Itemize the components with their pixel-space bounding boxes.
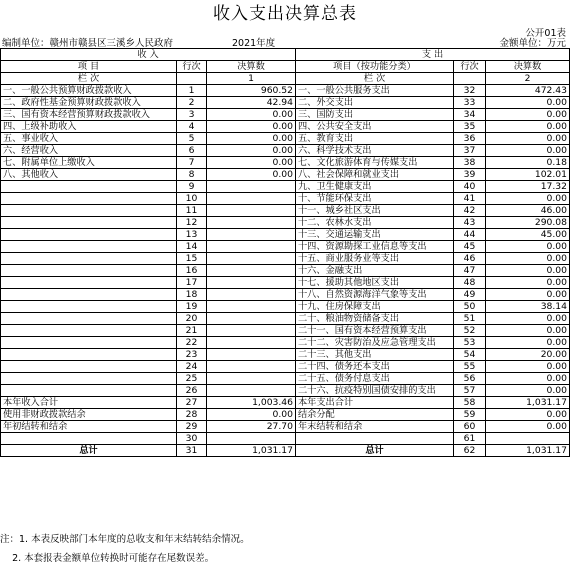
expense-col-number: 2	[486, 73, 570, 85]
report-year: 2021年度	[232, 38, 276, 49]
income-amount-cell	[207, 193, 296, 205]
income-item-cell: 五、事业收入	[1, 133, 177, 145]
income-item-cell	[1, 241, 177, 253]
table-row	[1, 349, 570, 361]
table-row	[1, 325, 570, 337]
income-item-cell	[1, 325, 177, 337]
expense-item-cell: 八、社会保障和就业支出	[296, 169, 454, 181]
expense-row-number-cell: 58	[454, 397, 486, 409]
expense-amount-cell: 0.00	[486, 121, 570, 133]
expense-row-number-cell: 54	[454, 349, 486, 361]
expense-row-number-cell: 43	[454, 217, 486, 229]
expense-col-blank	[454, 73, 486, 85]
table-row	[1, 145, 570, 157]
table-row	[1, 265, 570, 277]
header-row-columns	[1, 61, 570, 73]
table-row	[1, 373, 570, 385]
form-code: 公开01表	[525, 28, 566, 39]
income-row-number-cell: 8	[177, 169, 207, 181]
expense-amount-cell: 290.08	[486, 217, 570, 229]
income-amount-cell	[207, 313, 296, 325]
income-item-cell	[1, 277, 177, 289]
expense-item-header: 项目（按功能分类）	[296, 61, 454, 73]
expense-item-cell: 十二、农林水支出	[296, 217, 454, 229]
expense-item-cell: 十六、金融支出	[296, 265, 454, 277]
income-col-number: 1	[207, 73, 296, 85]
income-row-number-cell: 31	[177, 445, 207, 457]
income-amount-cell: 0.00	[207, 157, 296, 169]
income-amount-cell	[207, 361, 296, 373]
income-row-number-cell: 19	[177, 301, 207, 313]
expense-item-cell: 本年支出合计	[296, 397, 454, 409]
expense-amount-cell: 0.00	[486, 409, 570, 421]
expense-amount-header: 决算数	[486, 61, 570, 73]
income-expense-table	[0, 48, 570, 457]
income-amount-cell: 0.00	[207, 169, 296, 181]
table-row	[1, 97, 570, 109]
income-row-number-cell: 11	[177, 205, 207, 217]
income-row-number-cell: 25	[177, 373, 207, 385]
table-row	[1, 217, 570, 229]
expense-item-cell: 十四、资源勘探工业信息等支出	[296, 241, 454, 253]
income-row-number-cell: 14	[177, 241, 207, 253]
table-row	[1, 193, 570, 205]
expense-row-number-cell: 34	[454, 109, 486, 121]
expense-amount-cell: 0.00	[486, 133, 570, 145]
income-row-number-cell: 24	[177, 361, 207, 373]
table-row	[1, 85, 570, 97]
income-amount-cell: 42.94	[207, 97, 296, 109]
income-row-number-cell: 15	[177, 253, 207, 265]
expense-amount-cell: 1,031.17	[486, 445, 570, 457]
table-row	[1, 397, 570, 409]
income-row-number-cell: 7	[177, 157, 207, 169]
income-amount-cell: 27.70	[207, 421, 296, 433]
expense-amount-cell: 17.32	[486, 181, 570, 193]
income-item-cell	[1, 229, 177, 241]
expense-amount-cell: 45.00	[486, 229, 570, 241]
income-item-cell: 总计	[1, 445, 177, 457]
income-item-cell: 六、经营收入	[1, 145, 177, 157]
table-row	[1, 409, 570, 421]
income-item-cell: 一、一般公共预算财政拨款收入	[1, 85, 177, 97]
income-amount-cell	[207, 253, 296, 265]
expense-amount-cell: 20.00	[486, 349, 570, 361]
expense-amount-cell: 0.00	[486, 97, 570, 109]
expense-item-cell: 十七、援助其他地区支出	[296, 277, 454, 289]
expense-item-cell: 五、教育支出	[296, 133, 454, 145]
expense-amount-cell: 0.00	[486, 289, 570, 301]
income-amount-cell	[207, 229, 296, 241]
income-row-number-cell: 29	[177, 421, 207, 433]
note-1: 注：1. 本表反映部门本年度的总收支和年末结转结余情况。	[0, 534, 250, 545]
expense-row-number-cell: 45	[454, 241, 486, 253]
income-row-number-cell: 10	[177, 193, 207, 205]
expense-item-cell: 二十三、其他支出	[296, 349, 454, 361]
table-row	[1, 229, 570, 241]
expense-row-number-cell: 57	[454, 385, 486, 397]
expense-item-cell: 四、公共安全支出	[296, 121, 454, 133]
table-row	[1, 121, 570, 133]
expense-row-header: 行次	[454, 61, 486, 73]
income-row-number-cell: 9	[177, 181, 207, 193]
income-item-cell	[1, 253, 177, 265]
income-amount-cell	[207, 241, 296, 253]
expense-row-number-cell: 37	[454, 145, 486, 157]
income-item-cell: 使用非财政拨款结余	[1, 409, 177, 421]
expense-row-number-cell: 59	[454, 409, 486, 421]
table-row	[1, 181, 570, 193]
table-row	[1, 133, 570, 145]
income-item-cell	[1, 337, 177, 349]
expense-item-cell: 二十一、国有资本经营预算支出	[296, 325, 454, 337]
income-row-number-cell: 27	[177, 397, 207, 409]
income-amount-cell	[207, 181, 296, 193]
income-row-number-cell: 16	[177, 265, 207, 277]
expense-row-number-cell: 41	[454, 193, 486, 205]
income-item-cell	[1, 373, 177, 385]
expense-amount-cell: 0.00	[486, 265, 570, 277]
income-amount-cell	[207, 277, 296, 289]
expense-amount-cell	[486, 433, 570, 445]
table-row	[1, 157, 570, 169]
header-row-column-numbers	[1, 73, 570, 85]
income-amount-cell: 0.00	[207, 409, 296, 421]
income-row-number-cell: 18	[177, 289, 207, 301]
expense-item-cell: 十八、自然资源海洋气象等支出	[296, 289, 454, 301]
table-row	[1, 313, 570, 325]
table-row	[1, 241, 570, 253]
expense-item-cell: 二十六、抗疫特别国债安排的支出	[296, 385, 454, 397]
income-item-cell: 二、政府性基金预算财政拨款收入	[1, 97, 177, 109]
income-row-number-cell: 6	[177, 145, 207, 157]
income-row-number-cell: 22	[177, 337, 207, 349]
expense-row-number-cell: 48	[454, 277, 486, 289]
income-row-number-cell: 3	[177, 109, 207, 121]
expense-amount-cell: 0.00	[486, 241, 570, 253]
expense-amount-cell: 102.01	[486, 169, 570, 181]
expense-item-cell	[296, 433, 454, 445]
income-item-header: 项 目	[1, 61, 177, 73]
expense-row-number-cell: 35	[454, 121, 486, 133]
expense-amount-cell: 0.00	[486, 253, 570, 265]
income-amount-cell: 0.00	[207, 145, 296, 157]
expense-amount-cell: 0.00	[486, 145, 570, 157]
income-header: 收 入	[1, 49, 296, 61]
income-amount-cell: 960.52	[207, 85, 296, 97]
expense-amount-cell: 0.00	[486, 109, 570, 121]
expense-item-cell: 二十二、灾害防治及应急管理支出	[296, 337, 454, 349]
table-row	[1, 361, 570, 373]
income-amount-cell	[207, 385, 296, 397]
expense-row-number-cell: 53	[454, 337, 486, 349]
expense-item-cell: 六、科学技术支出	[296, 145, 454, 157]
income-amount-cell	[207, 301, 296, 313]
expense-row-number-cell: 60	[454, 421, 486, 433]
table-row	[1, 109, 570, 121]
income-row-number-cell: 28	[177, 409, 207, 421]
income-item-cell	[1, 385, 177, 397]
income-row-number-cell: 21	[177, 325, 207, 337]
income-item-cell	[1, 313, 177, 325]
income-item-cell	[1, 205, 177, 217]
income-amount-cell	[207, 349, 296, 361]
expense-header: 支 出	[296, 49, 570, 61]
income-row-number-cell: 23	[177, 349, 207, 361]
expense-item-cell: 七、文化旅游体育与传媒支出	[296, 157, 454, 169]
table-row	[1, 337, 570, 349]
expense-row-number-cell: 61	[454, 433, 486, 445]
expense-item-cell: 二、外交支出	[296, 97, 454, 109]
income-col-blank	[177, 73, 207, 85]
income-row-number-cell: 2	[177, 97, 207, 109]
income-amount-cell: 0.00	[207, 109, 296, 121]
expense-col-label: 栏 次	[296, 73, 454, 85]
expense-item-cell: 十三、交通运输支出	[296, 229, 454, 241]
note-2: 2. 本套报表金额单位转换时可能存在尾数误差。	[0, 553, 215, 564]
expense-row-number-cell: 52	[454, 325, 486, 337]
expense-amount-cell: 0.00	[486, 325, 570, 337]
table-row	[1, 289, 570, 301]
income-item-cell	[1, 217, 177, 229]
income-item-cell	[1, 265, 177, 277]
table-row	[1, 385, 570, 397]
expense-item-cell: 九、卫生健康支出	[296, 181, 454, 193]
income-item-cell: 四、上级补助收入	[1, 121, 177, 133]
expense-item-cell: 总计	[296, 445, 454, 457]
expense-row-number-cell: 38	[454, 157, 486, 169]
income-item-cell	[1, 433, 177, 445]
table-row	[1, 253, 570, 265]
report-title: 收入支出决算总表	[213, 4, 357, 24]
income-item-cell	[1, 361, 177, 373]
expense-amount-cell: 0.00	[486, 361, 570, 373]
income-item-cell	[1, 181, 177, 193]
income-item-cell	[1, 289, 177, 301]
income-amount-cell: 0.00	[207, 121, 296, 133]
income-amount-cell	[207, 325, 296, 337]
table-row	[1, 169, 570, 181]
expense-row-number-cell: 36	[454, 133, 486, 145]
expense-item-cell: 一、一般公共服务支出	[296, 85, 454, 97]
income-row-number-cell: 4	[177, 121, 207, 133]
income-row-number-cell: 13	[177, 229, 207, 241]
expense-row-number-cell: 33	[454, 97, 486, 109]
table-row	[1, 301, 570, 313]
expense-item-cell: 十九、住房保障支出	[296, 301, 454, 313]
expense-amount-cell: 38.14	[486, 301, 570, 313]
expense-row-number-cell: 32	[454, 85, 486, 97]
income-amount-cell: 1,031.17	[207, 445, 296, 457]
amount-unit: 金额单位：万元	[499, 38, 566, 49]
expense-item-cell: 十五、商业服务业等支出	[296, 253, 454, 265]
income-amount-cell: 1,003.46	[207, 397, 296, 409]
expense-amount-cell: 0.00	[486, 385, 570, 397]
expense-amount-cell: 472.43	[486, 85, 570, 97]
income-row-number-cell: 12	[177, 217, 207, 229]
expense-row-number-cell: 62	[454, 445, 486, 457]
income-amount-cell	[207, 433, 296, 445]
expense-item-cell: 二十四、债务还本支出	[296, 361, 454, 373]
expense-item-cell: 十、节能环保支出	[296, 193, 454, 205]
income-amount-cell	[207, 265, 296, 277]
income-row-number-cell: 5	[177, 133, 207, 145]
expense-row-number-cell: 39	[454, 169, 486, 181]
expense-amount-cell: 0.00	[486, 193, 570, 205]
income-item-cell: 本年收入合计	[1, 397, 177, 409]
expense-amount-cell: 0.18	[486, 157, 570, 169]
expense-row-number-cell: 44	[454, 229, 486, 241]
income-row-number-cell: 17	[177, 277, 207, 289]
income-amount-cell	[207, 205, 296, 217]
income-amount-header: 决算数	[207, 61, 296, 73]
income-row-number-cell: 30	[177, 433, 207, 445]
income-row-number-cell: 20	[177, 313, 207, 325]
expense-row-number-cell: 55	[454, 361, 486, 373]
income-row-number-cell: 26	[177, 385, 207, 397]
expense-item-cell: 三、国防支出	[296, 109, 454, 121]
expense-amount-cell: 1,031.17	[486, 397, 570, 409]
income-amount-cell	[207, 337, 296, 349]
expense-row-number-cell: 56	[454, 373, 486, 385]
expense-amount-cell: 0.00	[486, 277, 570, 289]
expense-amount-cell: 0.00	[486, 373, 570, 385]
header-row-group	[1, 49, 570, 61]
expense-item-cell: 年末结转和结余	[296, 421, 454, 433]
income-item-cell: 年初结转和结余	[1, 421, 177, 433]
income-item-cell	[1, 193, 177, 205]
expense-amount-cell: 46.00	[486, 205, 570, 217]
income-col-label: 栏 次	[1, 73, 177, 85]
expense-item-cell: 结余分配	[296, 409, 454, 421]
expense-row-number-cell: 40	[454, 181, 486, 193]
income-item-cell	[1, 349, 177, 361]
income-item-cell: 七、附属单位上缴收入	[1, 157, 177, 169]
income-item-cell	[1, 301, 177, 313]
table-row	[1, 421, 570, 433]
income-amount-cell	[207, 217, 296, 229]
expense-item-cell: 二十、粮油物资储备支出	[296, 313, 454, 325]
expense-row-number-cell: 46	[454, 253, 486, 265]
income-amount-cell	[207, 289, 296, 301]
expense-item-cell: 十一、城乡社区支出	[296, 205, 454, 217]
table-row	[1, 433, 570, 445]
table-row	[1, 277, 570, 289]
expense-item-cell: 二十五、债务付息支出	[296, 373, 454, 385]
org-label: 编制单位：赣州市赣县区三溪乡人民政府	[2, 38, 174, 49]
expense-row-number-cell: 47	[454, 265, 486, 277]
table-row	[1, 205, 570, 217]
expense-row-number-cell: 49	[454, 289, 486, 301]
expense-row-number-cell: 50	[454, 301, 486, 313]
income-row-header: 行次	[177, 61, 207, 73]
income-row-number-cell: 1	[177, 85, 207, 97]
expense-row-number-cell: 42	[454, 205, 486, 217]
income-item-cell: 八、其他收入	[1, 169, 177, 181]
expense-amount-cell: 0.00	[486, 421, 570, 433]
income-amount-cell: 0.00	[207, 133, 296, 145]
expense-amount-cell: 0.00	[486, 313, 570, 325]
total-row	[1, 445, 570, 457]
income-item-cell: 三、国有资本经营预算财政拨款收入	[1, 109, 177, 121]
expense-amount-cell: 0.00	[486, 337, 570, 349]
income-amount-cell	[207, 373, 296, 385]
expense-row-number-cell: 51	[454, 313, 486, 325]
